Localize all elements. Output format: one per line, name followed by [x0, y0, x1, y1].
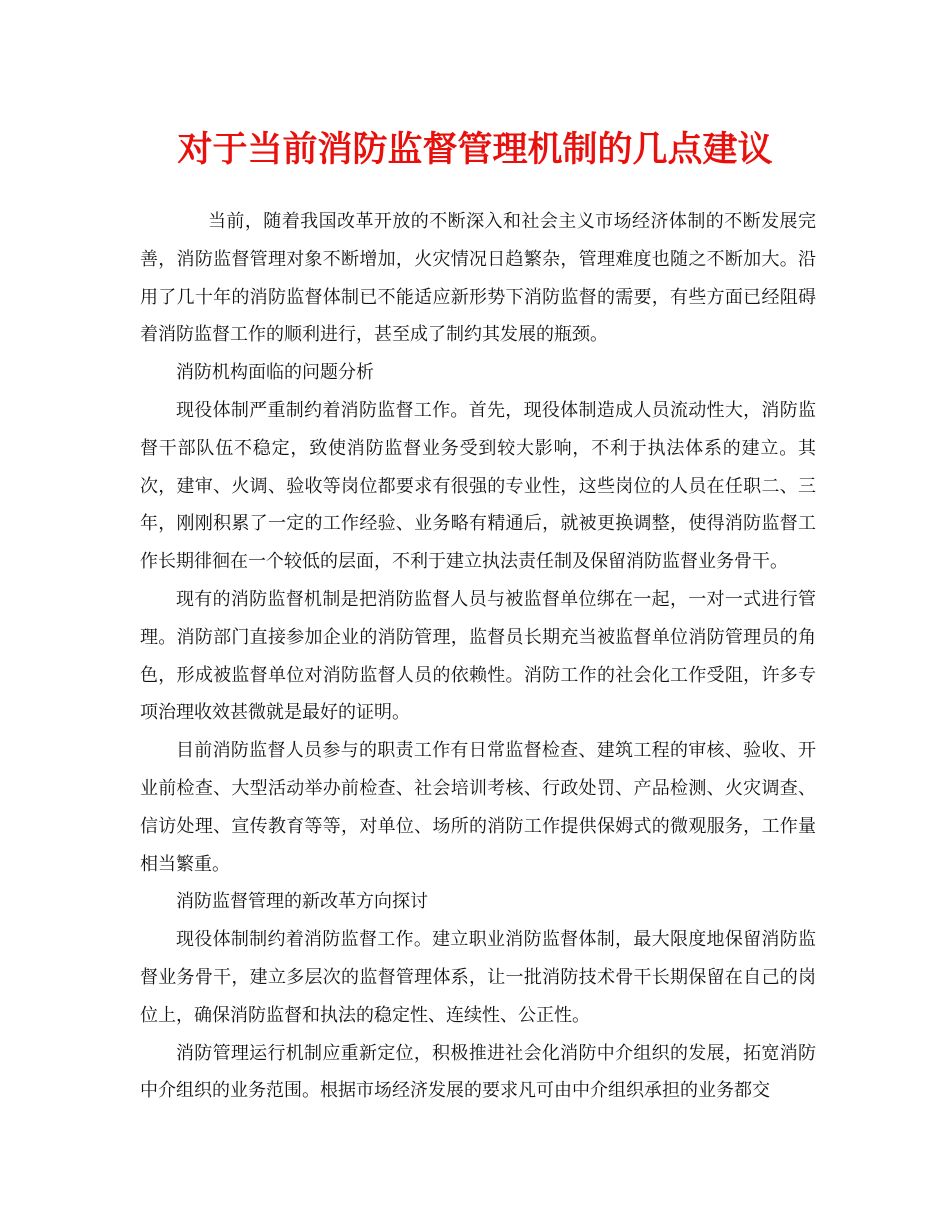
- document-title: 对于当前消防监督管理机制的几点建议: [177, 129, 773, 170]
- paragraph-professional-system: 现役体制制约着消防监督工作。建立职业消防监督体制，最大限度地保留消防监督业务骨干，建立多层次的监督管理体系，让一批消防技术骨干长期保留在自己的岗位上，确保消防监督和执法的稳定性、连续性、公正性。: [140, 929, 816, 1026]
- section-heading-problems: 消防机构面临的问题分析: [176, 362, 374, 384]
- document-body: [140, 203, 816, 1110]
- paragraph-active-duty-system: 现役体制严重制约着消防监督工作。首先，现役体制造成人员流动性大，消防监督干部队伍不稳定，致使消防监督业务受到较大影响，不利于执法体系的建立。其次，建审、火调、验收等岗位都要求有很强的专业性，这些岗位的人员在任职二、三年，刚刚积累了一定的工作经验、业务略有精通后，就被更换调整，使得消防监督工作长期徘徊在一个较低的层面，不利于建立执法责任制及保留消防监督业务骨干。: [140, 399, 816, 573]
- paragraph-operating-mechanism: 消防管理运行机制应重新定位，积极推进社会化消防中介组织的发展，拓宽消防中介组织的业务范围。根据市场经济发展的要求凡可由中介组织承担的业务都交: [140, 1042, 816, 1102]
- paragraph-intro: 当前，随着我国改革开放的不断深入和社会主义市场经济体制的不断发展完善，消防监督管理对象不断增加，火灾情况日趋繁杂，管理难度也随之不断加大。沿用了几十年的消防监督体制已不能适应新形势下消防监督的需要，有些方面已经阻碍着消防监督工作的顺利进行，甚至成了制约其发展的瓶颈。: [140, 211, 816, 346]
- section-heading-reform: 消防监督管理的新改革方向探讨: [176, 891, 428, 913]
- paragraph-current-mechanism: 现有的消防监督机制是把消防监督人员与被监督单位绑在一起，一对一式进行管理。消防部门直接参加企业的消防管理，监督员长期充当被监督单位消防管理员的角色，形成被监督单位对消防监督人员的依赖性。消防工作的社会化工作受阻，许多专项治理收效甚微就是最好的证明。: [140, 588, 816, 724]
- paragraph-duties: 目前消防监督人员参与的职责工作有日常监督检查、建筑工程的审核、验收、开业前检查、大型活动举办前检查、社会培训考核、行政处罚、产品检测、火灾调查、信访处理、宣传教育等等，对单位、场所的消防工作提供保姆式的微观服务，工作量相当繁重。: [140, 740, 816, 875]
